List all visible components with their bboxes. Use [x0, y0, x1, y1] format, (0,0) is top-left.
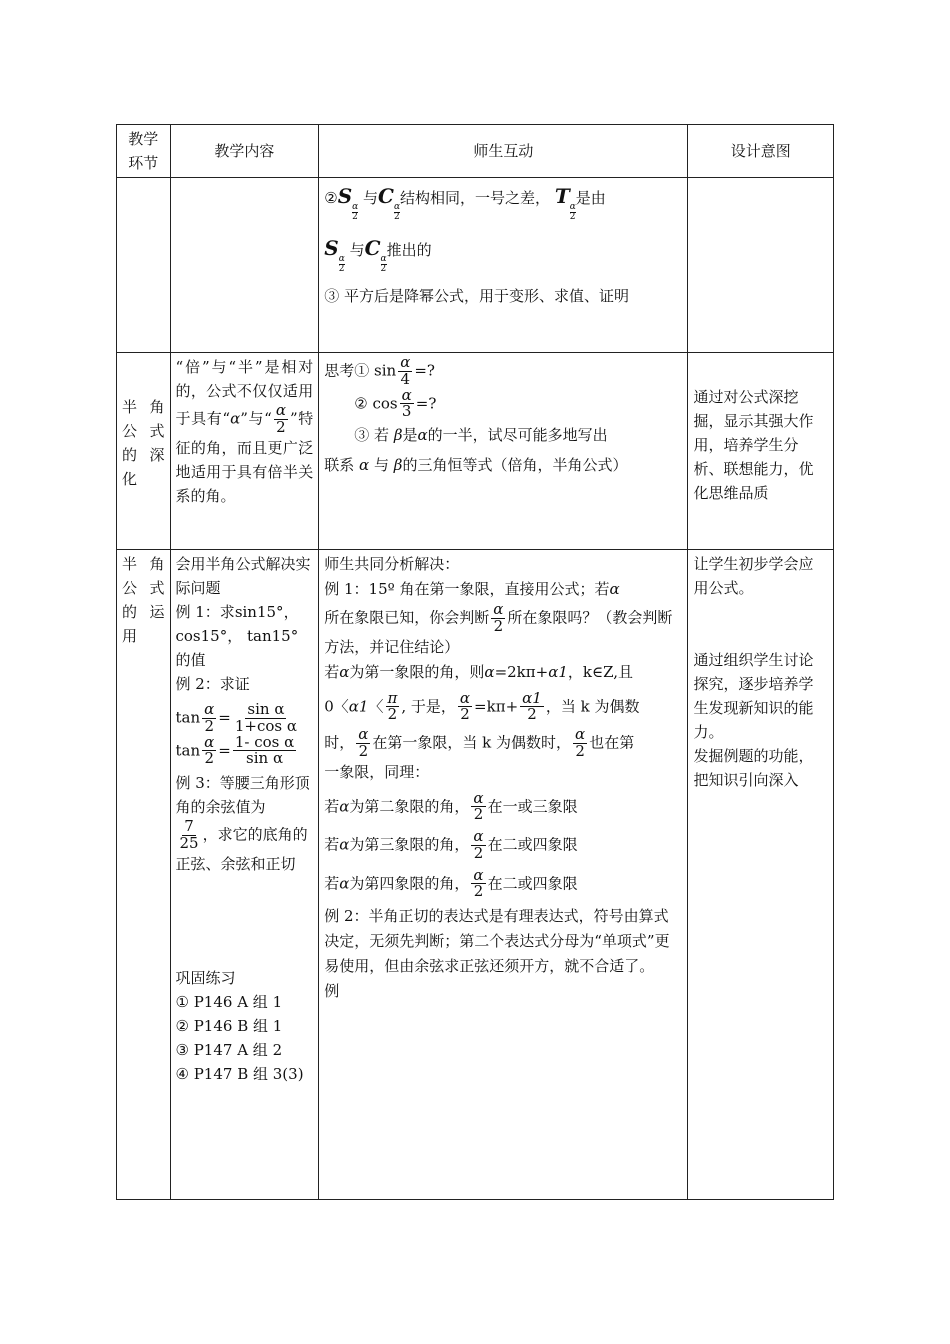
header-interaction: 师生互动 — [319, 125, 688, 178]
row3-interaction: 师生共同分析解决： 例 1：15º 角在第一象限，直接用公式；若α 所在象限已知，你会判断 $\frac{\alpha}{2}$ 所在象限吗？（教会判断方法，并记住结论） 若α为第一象限的角，则α=2kπ+α1，k∈Z,且 0〈α1〈 $\frac{\pi}{2}$ , 于是， $\frac{\alpha}{2}$ =kπ+ $\frac{\alpha 1}{2}$ ，当 k 为偶数 时， $\frac{\alpha}{2}$ 在第一象限，当 k 为偶数时， $\frac{\alpha}{2}$ 也在第 一象限，同理： 若α为第二象限的角， $\frac{\alpha}{2}$ 在一或三象限 若α为第三象限的角， $\frac{\alpha}{2}$ 在二或四象限 若α为第四象限的角， $\frac{\alpha}{2}$ 在二或四象限 例 2：半角正切的表达式是有理表达式，符号由算式决定，无须先判断；第二个表达式分母为“单项式”更易使用，但由余弦求正弦还须开方，就不合适了。 例 — [319, 550, 688, 1200]
row1-stage — [117, 178, 171, 353]
row-application — [117, 550, 834, 1200]
row1-line3: ③ 平方后是降幂公式，用于变形、求值、证明 — [324, 287, 630, 305]
header-content: 教学内容 — [170, 125, 319, 178]
row3-content: 会用半角公式解决实际问题 例 1：求sin15°， cos15°， tan15° 的值 例 2：求证 tan $\frac{\alpha}{2}$ = $\frac{\text{sin α}}{\text{1+cos α}}$ tan $\frac{\alpha}{2}$ = $\frac{\text{1- cos α}}{\text{sin α}}$ 例 3：等腰三角形顶角的余弦值为 $\frac{7}{25}$ ，求它的底角的正弦、余弦和正切 巩固练习 ① P146 A 组 1 ② P146 B 组 1 ③ P147 A 组 2 ④ P147 B 组 3(3) — [170, 550, 319, 1200]
row1-content — [170, 178, 319, 353]
row3-stage: 半角公式的运用 — [117, 550, 171, 1200]
header-intent: 设计意图 — [688, 125, 834, 178]
lesson-plan-table — [116, 124, 834, 1200]
header-row — [117, 125, 834, 178]
row1-intent — [688, 178, 834, 353]
row1-interaction: ②S $\frac{\alpha}{2}$ 与C $\frac{\alpha}{2}$ 结构相同，一号之差， T $\frac{\alpha}{2}$ 是由 S $\frac{\alpha}{2}$ 与C $\frac{\alpha}{2}$ 推出的 ③ 平方后是降幂公式，用于变形、求值、证明 — [319, 178, 688, 353]
row2-intent: 通过对公式深挖掘，显示其强大作用，培养学生分析、联想能力，优化思维品质 — [688, 353, 834, 550]
row3-intent: 让学生初步学会应用公式。 通过组织学生讨论探究，逐步培养学生发现新知识的能力。 发掘例题的功能，把知识引向深入 — [688, 550, 834, 1200]
row-deepen — [117, 353, 834, 550]
row2-interaction: 思考① sin $\frac{\alpha}{4}$ =? ② cos $\frac{\alpha}{3}$ =? ③ 若 β是α的一半，试尽可能多地写出 联系 α 与 β的三角恒等式（倍角，半角公式） — [319, 353, 688, 550]
row2-content: “倍”与“半”是相对的，公式不仅仅适用于具有“α”与“ $\frac{\alpha}{2}$ ”特征的角，而且更广泛地适用于具有倍半关系的角。 — [170, 353, 319, 550]
row2-stage: 半角公式的深化 — [117, 353, 171, 550]
header-stage: 教学环节 — [117, 125, 171, 178]
row-formula-structure — [117, 178, 834, 353]
